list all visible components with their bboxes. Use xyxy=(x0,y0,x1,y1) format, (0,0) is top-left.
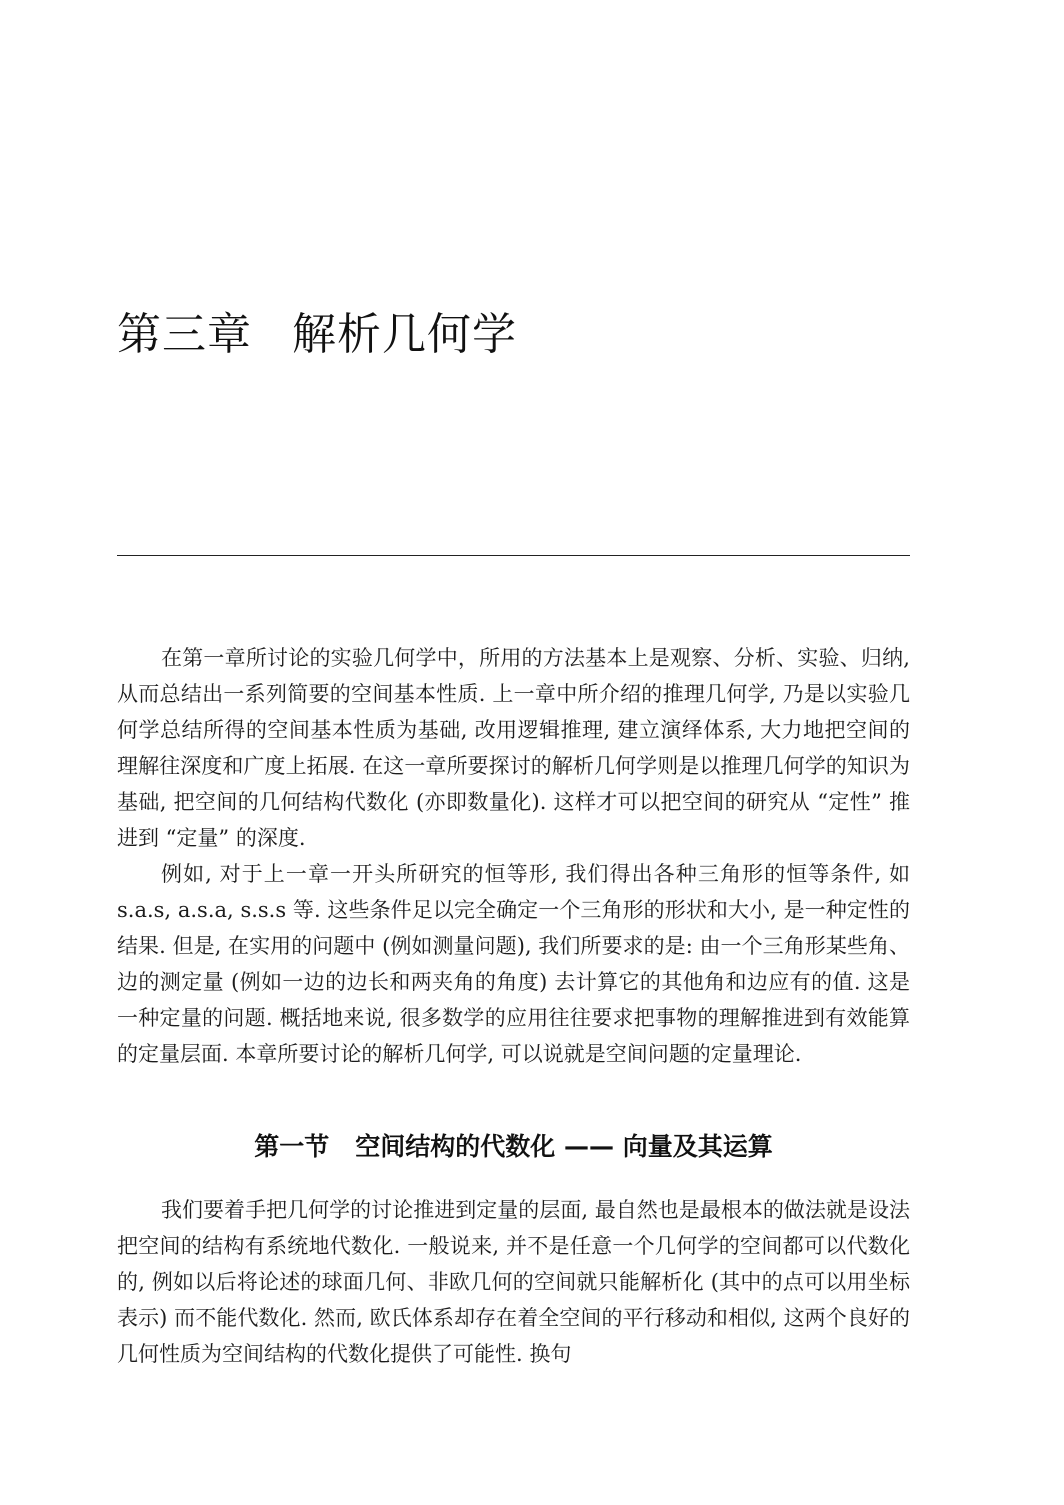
section-name: 空间结构的代数化 —— 向量及其运算 xyxy=(355,1132,773,1161)
chapter-title xyxy=(117,298,517,362)
chapter-divider xyxy=(117,555,910,556)
chapter-introduction xyxy=(117,640,910,1072)
intro-paragraph: 例如, 对于上一章一开头所研究的恒等形, 我们得出各种三角形的恒等条件, 如 s.a.s, a.s.a, s.s.s 等. 这些条件足以完全确定一个三角形的形状和大小, 是一种定性的结果. 但是, 在实用的问题中 (例如测量问题), 我们所要求的是: 由一个三角形某些角、边的测定量 (例如一边的边长和两夹角的角度) 去计算它的其他角和边应有的值. 这是一种定量的问题. 概括地来说, 很多数学的应用往往要求把事物的理解推进到有效能算的定量层面. 本章所要讨论的解析几何学, 可以说就是空间问题的定量理论. xyxy=(117,862,910,1066)
chapter-name: 解析几何学 xyxy=(292,309,517,360)
section-heading xyxy=(117,1127,910,1163)
section-paragraph: 我们要着手把几何学的讨论推进到定量的层面, 最自然也是最根本的做法就是设法把空间的结构有系统地代数化. 一般说来, 并不是任意一个几何学的空间都可以代数化的, 例如以后将论述的球面几何、非欧几何的空间就只能解析化 (其中的点可以用坐标表示) 而不能代数化. 然而, 欧氏体系却存在着全空间的平行移动和相似, 这两个良好的几何性质为空间结构的代数化提供了可能性. 换句 xyxy=(117,1198,910,1366)
section-number: 第一节 xyxy=(254,1132,330,1161)
section-body xyxy=(117,1192,910,1372)
intro-paragraph: 在第一章所讨论的实验几何学中，所用的方法基本上是观察、分析、实验、归纳, 从而总结出一系列简要的空间基本性质. 上一章中所介绍的推理几何学, 乃是以实验几何学总结所得的空间基本性质为基础, 改用逻辑推理, 建立演绎体系, 大力地把空间的理解往深度和广度上拓展. 在这一章所要探讨的解析几何学则是以推理几何学的知识为基础, 把空间的几何结构代数化 (亦即数量化). 这样才可以把空间的研究从 “定性” 推进到 “定量” 的深度. xyxy=(117,646,910,850)
chapter-number: 第三章 xyxy=(117,309,252,360)
